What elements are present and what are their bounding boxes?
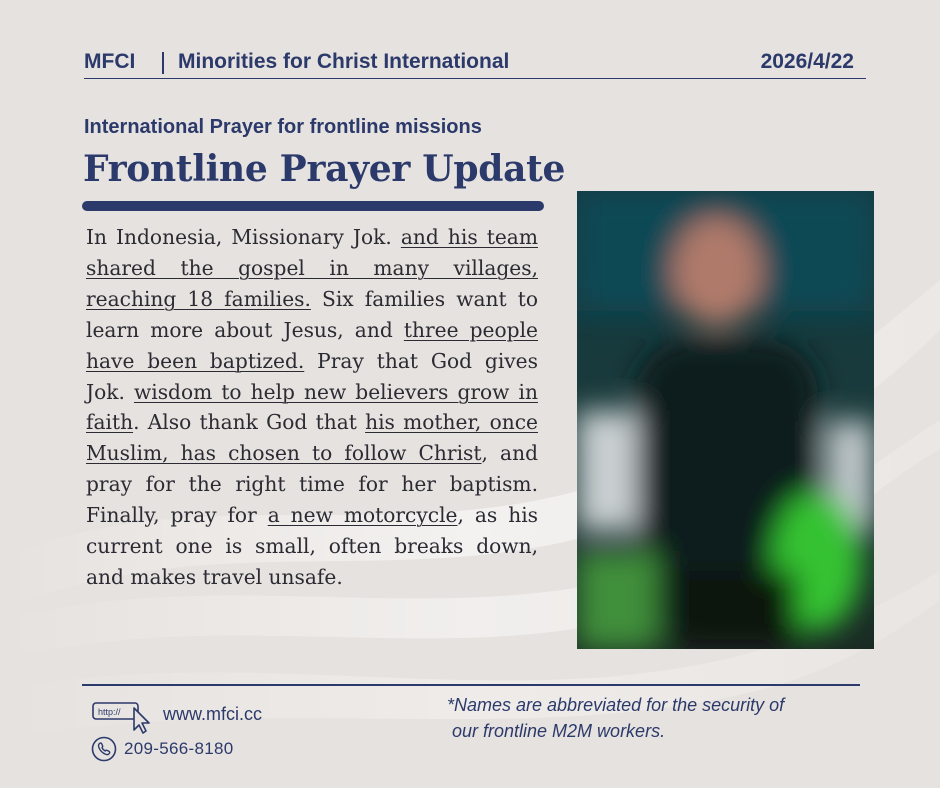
phone-number[interactable]: 209-566-8180 [124,739,234,758]
security-note-line-1: *Names are abbreviated for the security of [447,695,785,715]
header [84,48,866,79]
highlighted-prayer-point: wisdom to help new believers grow in faith [86,379,538,435]
title-underline-bar [82,201,544,211]
body-text-segment: In Indonesia, Missionary Jok. [86,225,401,249]
org-abbreviation: MFCI [84,50,136,73]
body-text-segment: . Also thank God that [133,410,366,435]
header-divider [162,52,164,74]
prayer-update-text [86,222,538,593]
body-text-segment: Pray that God gives Jok. [86,348,538,404]
web-icon-label: http:// [98,707,121,717]
org-name: Minorities for Christ International [178,50,510,73]
highlighted-prayer-point: and his team shared the gospel in many villages, reaching 18 families. [86,225,538,311]
missionary-photo [577,191,874,649]
date: 2026/4/22 [760,50,854,73]
body-text-segment: Six families want to learn more about Jesus, and [86,286,538,342]
highlighted-prayer-point: a new motorcycle [267,503,458,528]
body-text-segment: , as his current one is small, often breaks down, and makes travel unsafe. [86,503,539,589]
footer-divider [82,684,860,686]
website-link[interactable]: www.mfci.cc [163,704,262,724]
highlighted-prayer-point: his mother, once Muslim, has chosen to follow Christ [86,410,538,466]
subtitle: International Prayer for frontline missions [84,116,482,138]
highlighted-prayer-point: three people have been baptized. [86,317,538,373]
web-link-icon [92,700,152,736]
body-text-segment: , and pray for the right time for her baptism. Finally, pray for [86,441,538,528]
security-note [447,692,867,744]
security-note-line-2: our frontline M2M workers. [447,721,666,741]
phone-icon [91,736,117,762]
page-title: Frontline Prayer Update [83,148,566,190]
